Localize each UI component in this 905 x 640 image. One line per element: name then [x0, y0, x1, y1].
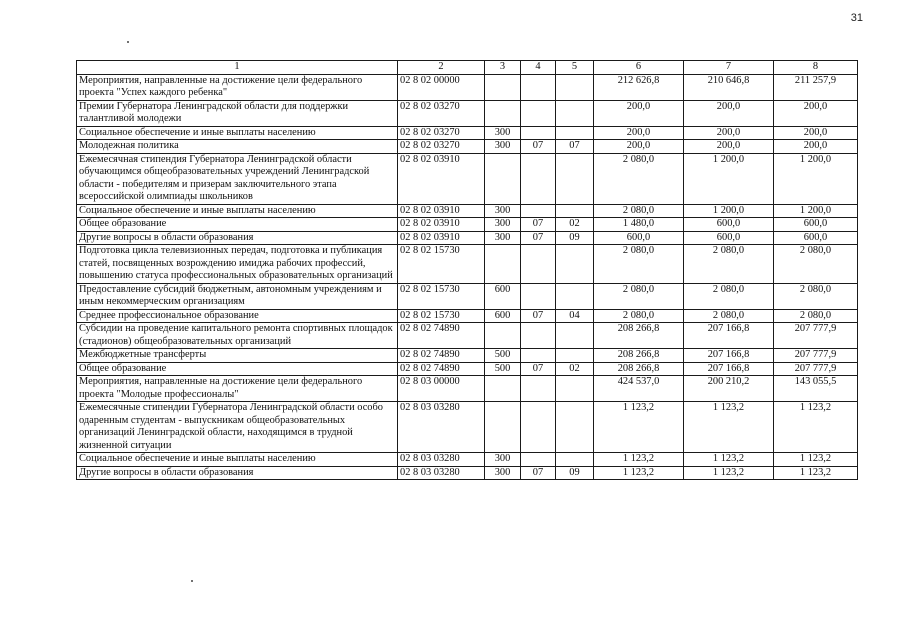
section-cell — [521, 204, 556, 218]
target-code-cell: 02 8 02 15730 — [398, 283, 485, 309]
section-cell: 07 — [521, 466, 556, 480]
table-row — [77, 204, 858, 218]
scan-speck — [127, 41, 129, 43]
expense-type-cell — [485, 153, 521, 204]
section-cell: 07 — [521, 218, 556, 232]
table-row — [77, 362, 858, 376]
section-cell — [521, 349, 556, 363]
subsection-cell — [556, 126, 594, 140]
column-header: 6 — [594, 61, 684, 75]
row-name-cell: Среднее профессиональное образование — [77, 309, 398, 323]
target-code-cell: 02 8 02 03270 — [398, 140, 485, 154]
amount-cell: 2 080,0 — [774, 245, 858, 284]
section-cell — [521, 153, 556, 204]
section-cell: 07 — [521, 309, 556, 323]
target-code-cell: 02 8 02 15730 — [398, 245, 485, 284]
amount-cell: 1 123,2 — [774, 466, 858, 480]
expense-type-cell — [485, 323, 521, 349]
target-code-cell: 02 8 03 03280 — [398, 453, 485, 467]
row-name-cell: Ежемесячная стипендия Губернатора Ленинградской области обучающимся общеобразовательных учреждений Ленинградской области - победителям и призерам заключительного этапа всероссийской олимпиады школьников — [77, 153, 398, 204]
row-name-cell: Ежемесячные стипендии Губернатора Ленинградской области особо одаренным студентам - выпускникам общеобразовательных организаций Ленинградской области, находящимся в трудной жизненной ситуации — [77, 402, 398, 453]
target-code-cell: 02 8 02 03270 — [398, 100, 485, 126]
budget-table — [76, 60, 858, 480]
row-name-cell: Другие вопросы в области образования — [77, 466, 398, 480]
amount-cell: 1 200,0 — [774, 204, 858, 218]
expense-type-cell: 300 — [485, 126, 521, 140]
row-name-cell: Общее образование — [77, 218, 398, 232]
subsection-cell: 09 — [556, 466, 594, 480]
subsection-cell: 02 — [556, 218, 594, 232]
section-cell — [521, 402, 556, 453]
amount-cell: 207 166,8 — [684, 362, 774, 376]
column-header: 5 — [556, 61, 594, 75]
target-code-cell: 02 8 02 03270 — [398, 126, 485, 140]
amount-cell: 200,0 — [684, 140, 774, 154]
section-cell — [521, 376, 556, 402]
amount-cell: 2 080,0 — [594, 245, 684, 284]
table-row — [77, 245, 858, 284]
table-row — [77, 349, 858, 363]
amount-cell: 211 257,9 — [774, 74, 858, 100]
amount-cell: 200,0 — [774, 140, 858, 154]
subsection-cell — [556, 153, 594, 204]
amount-cell: 210 646,8 — [684, 74, 774, 100]
row-name-cell: Премии Губернатора Ленинградской области для поддержки талантливой молодежи — [77, 100, 398, 126]
section-cell — [521, 453, 556, 467]
section-cell — [521, 245, 556, 284]
table-row — [77, 466, 858, 480]
expense-type-cell: 300 — [485, 218, 521, 232]
amount-cell: 208 266,8 — [594, 362, 684, 376]
table-row — [77, 140, 858, 154]
expense-type-cell — [485, 74, 521, 100]
amount-cell: 1 123,2 — [684, 466, 774, 480]
table-row — [77, 218, 858, 232]
expense-type-cell — [485, 376, 521, 402]
table-header-row — [77, 61, 858, 75]
amount-cell: 200,0 — [774, 126, 858, 140]
section-cell — [521, 100, 556, 126]
target-code-cell: 02 8 02 74890 — [398, 349, 485, 363]
amount-cell: 208 266,8 — [594, 349, 684, 363]
subsection-cell — [556, 376, 594, 402]
target-code-cell: 02 8 03 03280 — [398, 466, 485, 480]
amount-cell: 1 200,0 — [684, 153, 774, 204]
row-name-cell: Мероприятия, направленные на достижение цели федерального проекта "Успех каждого ребенка" — [77, 74, 398, 100]
amount-cell: 208 266,8 — [594, 323, 684, 349]
subsection-cell — [556, 74, 594, 100]
subsection-cell — [556, 323, 594, 349]
row-name-cell: Молодежная политика — [77, 140, 398, 154]
amount-cell: 1 123,2 — [774, 402, 858, 453]
row-name-cell: Межбюджетные трансферты — [77, 349, 398, 363]
target-code-cell: 02 8 02 03910 — [398, 153, 485, 204]
table-row — [77, 323, 858, 349]
column-header: 4 — [521, 61, 556, 75]
column-header: 3 — [485, 61, 521, 75]
subsection-cell: 07 — [556, 140, 594, 154]
expense-type-cell: 600 — [485, 309, 521, 323]
expense-type-cell: 500 — [485, 362, 521, 376]
row-name-cell: Социальное обеспечение и иные выплаты населению — [77, 126, 398, 140]
target-code-cell: 02 8 03 00000 — [398, 376, 485, 402]
amount-cell: 600,0 — [684, 218, 774, 232]
target-code-cell: 02 8 02 74890 — [398, 323, 485, 349]
amount-cell: 1 123,2 — [684, 402, 774, 453]
amount-cell: 207 777,9 — [774, 349, 858, 363]
amount-cell: 207 166,8 — [684, 349, 774, 363]
table-row — [77, 376, 858, 402]
expense-type-cell — [485, 402, 521, 453]
amount-cell: 600,0 — [594, 231, 684, 245]
row-name-cell: Социальное обеспечение и иные выплаты населению — [77, 453, 398, 467]
expense-type-cell: 300 — [485, 204, 521, 218]
amount-cell: 200,0 — [594, 100, 684, 126]
row-name-cell: Другие вопросы в области образования — [77, 231, 398, 245]
subsection-cell: 02 — [556, 362, 594, 376]
amount-cell: 200,0 — [684, 126, 774, 140]
amount-cell: 2 080,0 — [774, 309, 858, 323]
table-row — [77, 309, 858, 323]
amount-cell: 2 080,0 — [684, 309, 774, 323]
table-row — [77, 126, 858, 140]
expense-type-cell: 300 — [485, 231, 521, 245]
target-code-cell: 02 8 02 15730 — [398, 309, 485, 323]
subsection-cell — [556, 204, 594, 218]
subsection-cell — [556, 100, 594, 126]
section-cell — [521, 74, 556, 100]
target-code-cell: 02 8 02 03910 — [398, 218, 485, 232]
amount-cell: 207 777,9 — [774, 362, 858, 376]
amount-cell: 2 080,0 — [594, 204, 684, 218]
table-row — [77, 231, 858, 245]
expense-type-cell: 300 — [485, 140, 521, 154]
table-row — [77, 283, 858, 309]
amount-cell: 207 166,8 — [684, 323, 774, 349]
table-row — [77, 100, 858, 126]
amount-cell: 1 200,0 — [684, 204, 774, 218]
target-code-cell: 02 8 02 74890 — [398, 362, 485, 376]
section-cell — [521, 126, 556, 140]
section-cell — [521, 323, 556, 349]
row-name-cell: Предоставление субсидий бюджетным, автономным учреждениям и иным некоммерческим организациям — [77, 283, 398, 309]
row-name-cell: Общее образование — [77, 362, 398, 376]
amount-cell: 424 537,0 — [594, 376, 684, 402]
amount-cell: 2 080,0 — [594, 283, 684, 309]
amount-cell: 600,0 — [774, 231, 858, 245]
amount-cell: 2 080,0 — [594, 309, 684, 323]
amount-cell: 1 480,0 — [594, 218, 684, 232]
table-row — [77, 153, 858, 204]
amount-cell: 207 777,9 — [774, 323, 858, 349]
subsection-cell: 04 — [556, 309, 594, 323]
subsection-cell — [556, 402, 594, 453]
amount-cell: 600,0 — [774, 218, 858, 232]
section-cell: 07 — [521, 362, 556, 376]
table-row — [77, 453, 858, 467]
expense-type-cell: 500 — [485, 349, 521, 363]
row-name-cell: Социальное обеспечение и иные выплаты населению — [77, 204, 398, 218]
row-name-cell: Субсидии на проведение капитального ремонта спортивных площадок (стадионов) общеобразовательных организаций — [77, 323, 398, 349]
subsection-cell — [556, 349, 594, 363]
subsection-cell — [556, 453, 594, 467]
amount-cell: 1 200,0 — [774, 153, 858, 204]
expense-type-cell — [485, 245, 521, 284]
column-header: 8 — [774, 61, 858, 75]
target-code-cell: 02 8 02 00000 — [398, 74, 485, 100]
subsection-cell — [556, 245, 594, 284]
amount-cell: 200,0 — [594, 140, 684, 154]
amount-cell: 212 626,8 — [594, 74, 684, 100]
row-name-cell: Мероприятия, направленные на достижение цели федерального проекта "Молодые профессионалы" — [77, 376, 398, 402]
column-header: 7 — [684, 61, 774, 75]
target-code-cell: 02 8 02 03910 — [398, 231, 485, 245]
scan-speck — [191, 580, 193, 582]
subsection-cell — [556, 283, 594, 309]
amount-cell: 2 080,0 — [774, 283, 858, 309]
amount-cell: 2 080,0 — [684, 245, 774, 284]
expense-type-cell — [485, 100, 521, 126]
amount-cell: 1 123,2 — [684, 453, 774, 467]
expense-type-cell: 300 — [485, 466, 521, 480]
row-name-cell: Подготовка цикла телевизионных передач, подготовка и публикация статей, посвященных возрождению имиджа рабочих профессий, повышению статуса профессиональных образовательных организаций — [77, 245, 398, 284]
amount-cell: 2 080,0 — [684, 283, 774, 309]
column-header: 1 — [77, 61, 398, 75]
amount-cell: 200 210,2 — [684, 376, 774, 402]
amount-cell: 1 123,2 — [774, 453, 858, 467]
table-row — [77, 402, 858, 453]
amount-cell: 200,0 — [774, 100, 858, 126]
expense-type-cell: 600 — [485, 283, 521, 309]
amount-cell: 143 055,5 — [774, 376, 858, 402]
amount-cell: 1 123,2 — [594, 402, 684, 453]
section-cell: 07 — [521, 140, 556, 154]
subsection-cell: 09 — [556, 231, 594, 245]
column-header: 2 — [398, 61, 485, 75]
table-row — [77, 74, 858, 100]
page-number: 31 — [850, 12, 863, 24]
amount-cell: 200,0 — [594, 126, 684, 140]
amount-cell: 1 123,2 — [594, 466, 684, 480]
section-cell — [521, 283, 556, 309]
section-cell: 07 — [521, 231, 556, 245]
target-code-cell: 02 8 03 03280 — [398, 402, 485, 453]
amount-cell: 1 123,2 — [594, 453, 684, 467]
amount-cell: 200,0 — [684, 100, 774, 126]
amount-cell: 2 080,0 — [594, 153, 684, 204]
expense-type-cell: 300 — [485, 453, 521, 467]
target-code-cell: 02 8 02 03910 — [398, 204, 485, 218]
amount-cell: 600,0 — [684, 231, 774, 245]
